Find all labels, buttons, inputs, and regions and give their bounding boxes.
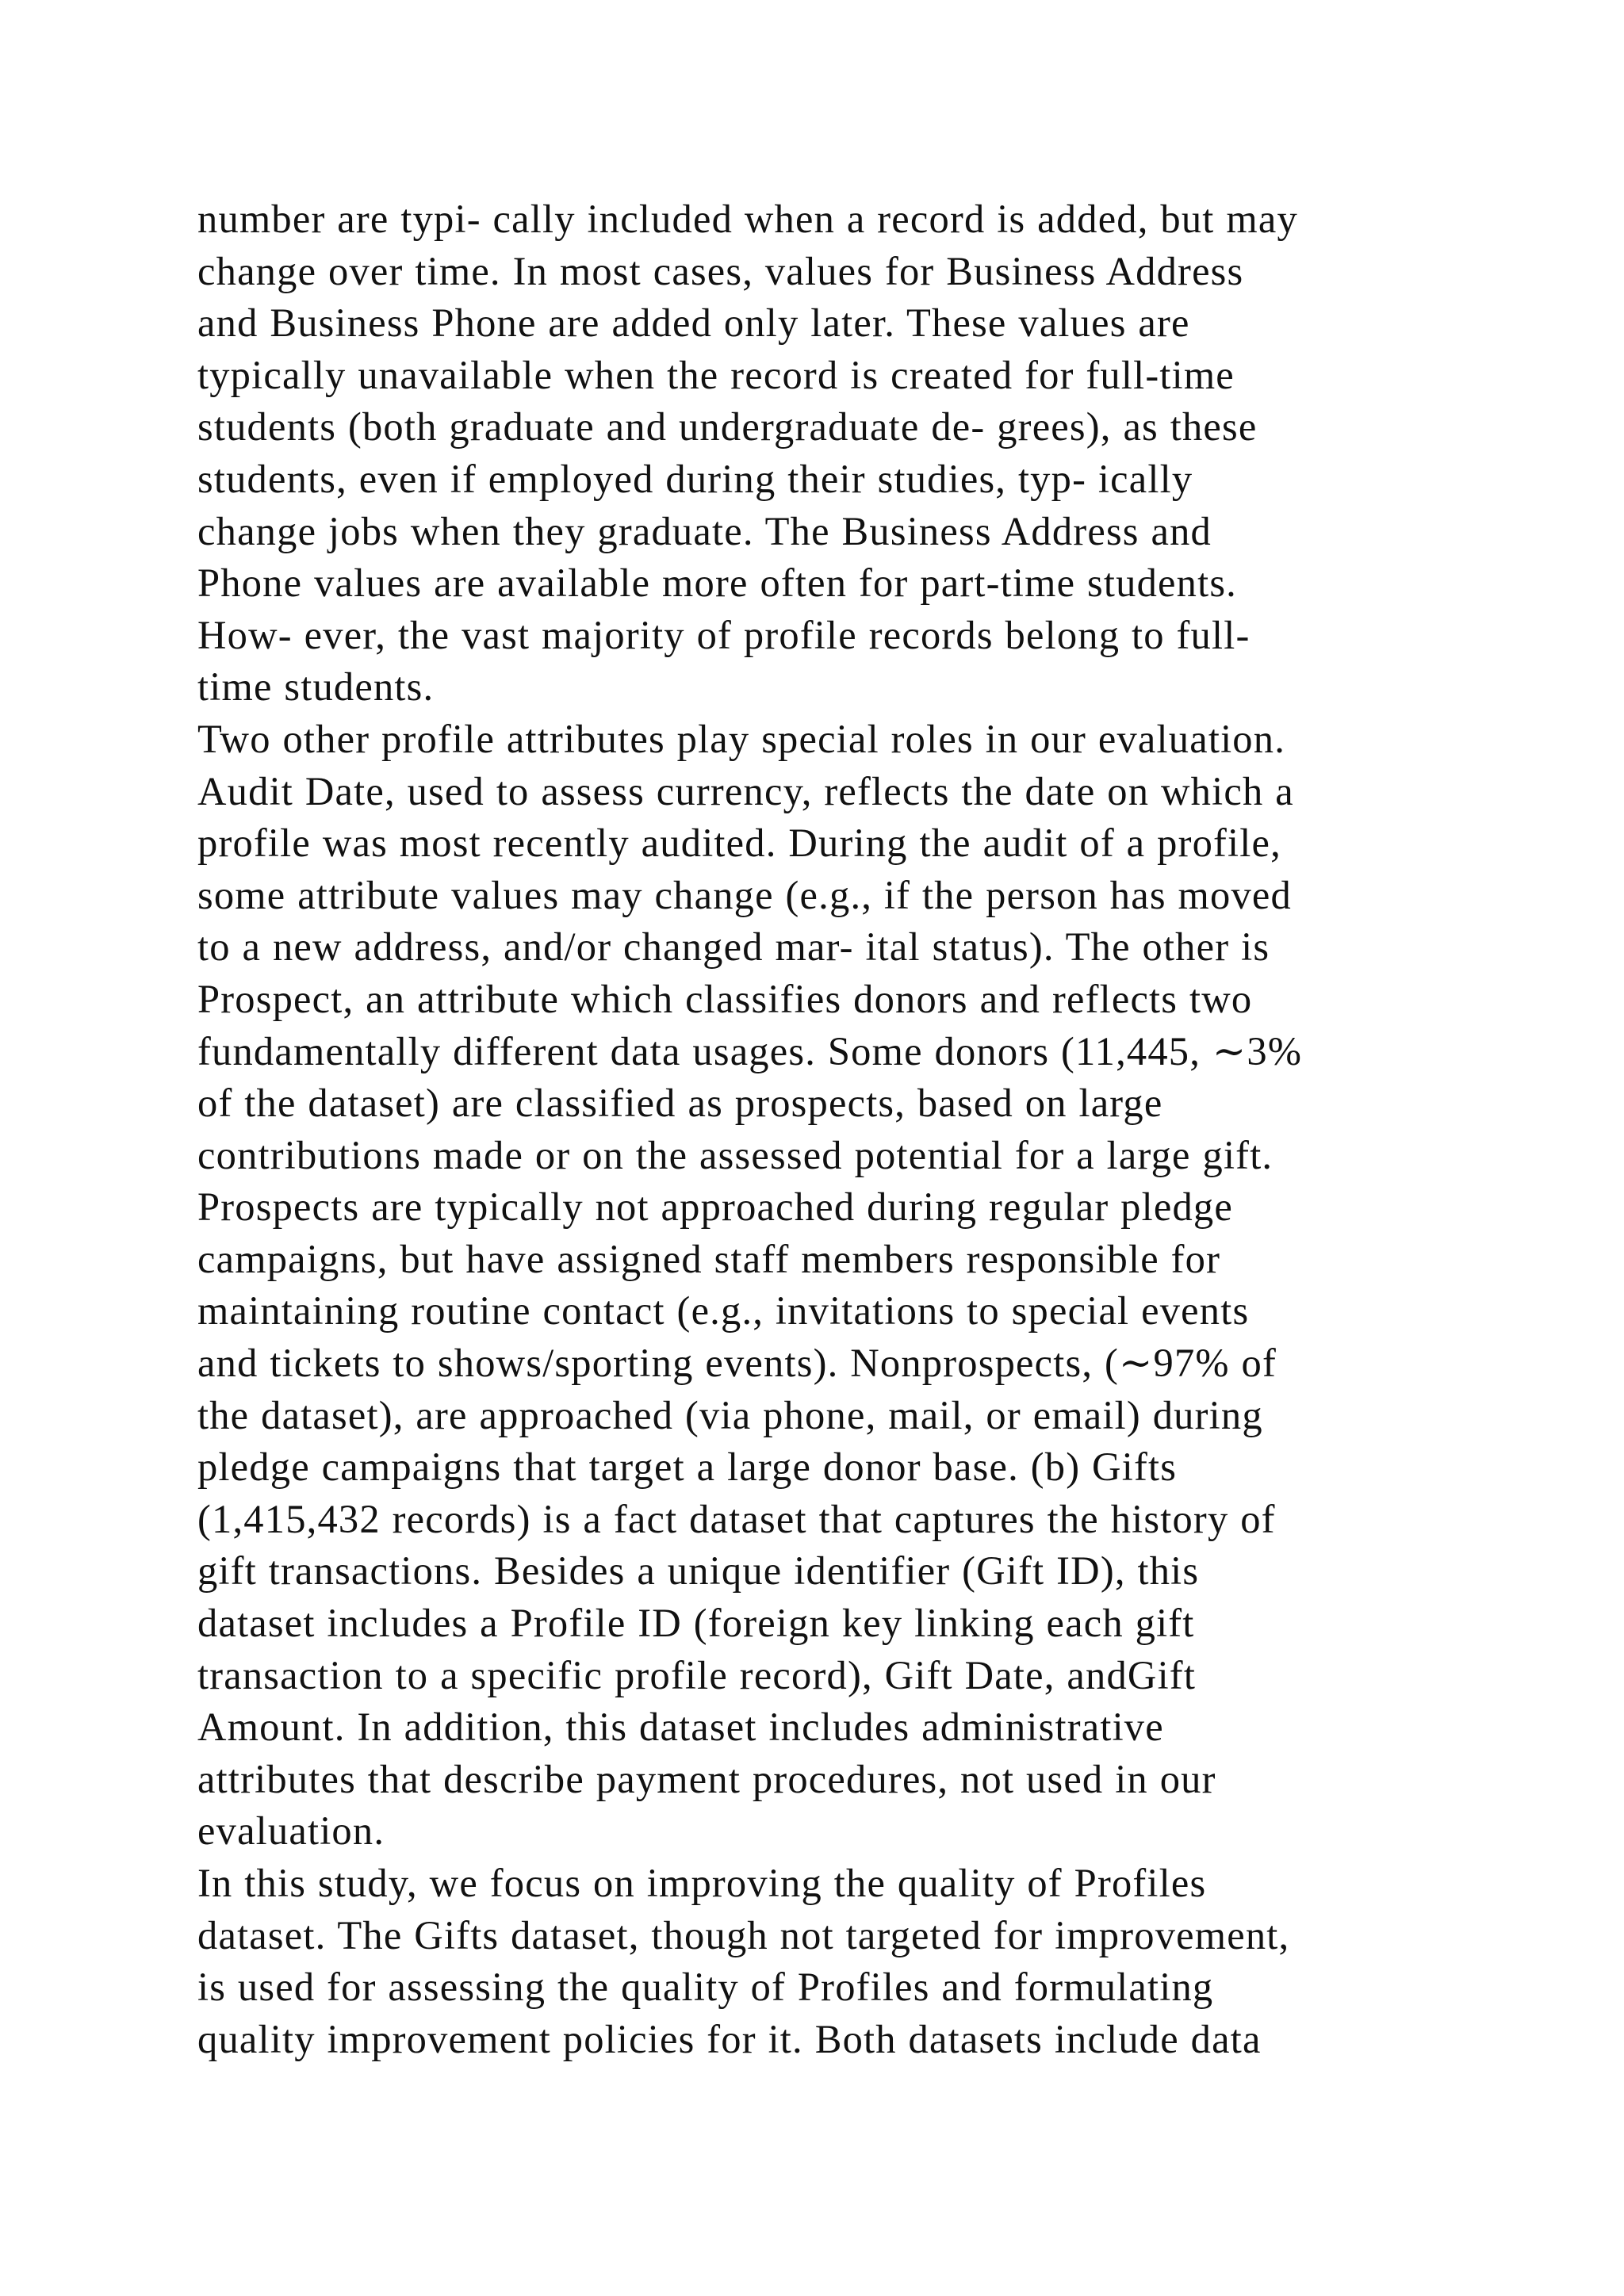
text-line: Phone values are available more often for part-time students. xyxy=(197,561,1238,606)
text-line: dataset. The Gifts dataset, though not targeted for improvement, xyxy=(197,1912,1290,1957)
text-line: Prospects are typically not approached during regular pledge xyxy=(197,1184,1233,1230)
text-line: number are typi- cally included when a record is added, but may xyxy=(197,197,1298,241)
text-line: campaigns, but have assigned staff members responsible for xyxy=(197,1236,1221,1281)
text-line: of the dataset) are classified as prospects, based on large xyxy=(197,1081,1163,1126)
text-line: Amount. In addition, this dataset includes administrative xyxy=(197,1705,1164,1750)
text-line: profile was most recently audited. During the audit of a profile, xyxy=(197,821,1281,866)
text-line: dataset includes a Profile ID (foreign key linking each gift xyxy=(197,1601,1195,1646)
text-line: transaction to a specific profile record), Gift Date, andGift xyxy=(197,1652,1197,1697)
text-line: is used for assessing the quality of Profiles and formulating xyxy=(197,1965,1214,2010)
text-line: change over time. In most cases, values for Business Address xyxy=(197,248,1244,293)
text-line: fundamentally different data usages. Some donors (11,445, ∼3% xyxy=(197,1028,1303,1073)
text-line: and tickets to shows/sporting events). Nonprospects, (∼97% of xyxy=(197,1341,1277,1386)
text-line: the dataset), are approached (via phone, mail, or email) during xyxy=(197,1392,1263,1437)
text-line: attributes that describe payment procedures, not used in our xyxy=(197,1756,1216,1801)
text-line: In this study, we focus on improving the quality of Profiles xyxy=(197,1861,1207,1905)
text-line: How- ever, the vast majority of profile records belong to full- xyxy=(197,612,1251,657)
text-line: pledge campaigns that target a large donor base. (b) Gifts xyxy=(197,1445,1178,1490)
body-text xyxy=(197,193,1466,2065)
text-line: maintaining routine contact (e.g., invitations to special events xyxy=(197,1288,1250,1334)
text-line: (1,415,432 records) is a fact dataset that captures the history of xyxy=(197,1496,1276,1541)
text-line: contributions made or on the assessed potential for a large gift. xyxy=(197,1132,1274,1177)
text-line: gift transactions. Besides a unique identifier (Gift ID), this xyxy=(197,1548,1200,1594)
text-line: typically unavailable when the record is created for full-time xyxy=(197,352,1235,397)
text-line: students, even if employed during their studies, typ- ically xyxy=(197,456,1193,501)
text-line: to a new address, and/or changed mar- ital status). The other is xyxy=(197,924,1270,970)
text-line: evaluation. xyxy=(197,1808,385,1854)
text-line: quality improvement policies for it. Both datasets include data xyxy=(197,2016,1262,2061)
text-line: change jobs when they graduate. The Business Address and xyxy=(197,508,1212,553)
text-line: Audit Date, used to assess currency, reflects the date on which a xyxy=(197,768,1294,813)
text-line: students (both graduate and undergraduate de- grees), as these xyxy=(197,404,1258,450)
text-line: Two other profile attributes play special roles in our evaluation. xyxy=(197,716,1286,761)
text-line: Prospect, an attribute which classifies donors and reflects two xyxy=(197,976,1253,1021)
text-line: time students. xyxy=(197,664,435,710)
text-line: and Business Phone are added only later. These values are xyxy=(197,300,1190,346)
text-line: some attribute values may change (e.g., if the person has moved xyxy=(197,872,1292,917)
